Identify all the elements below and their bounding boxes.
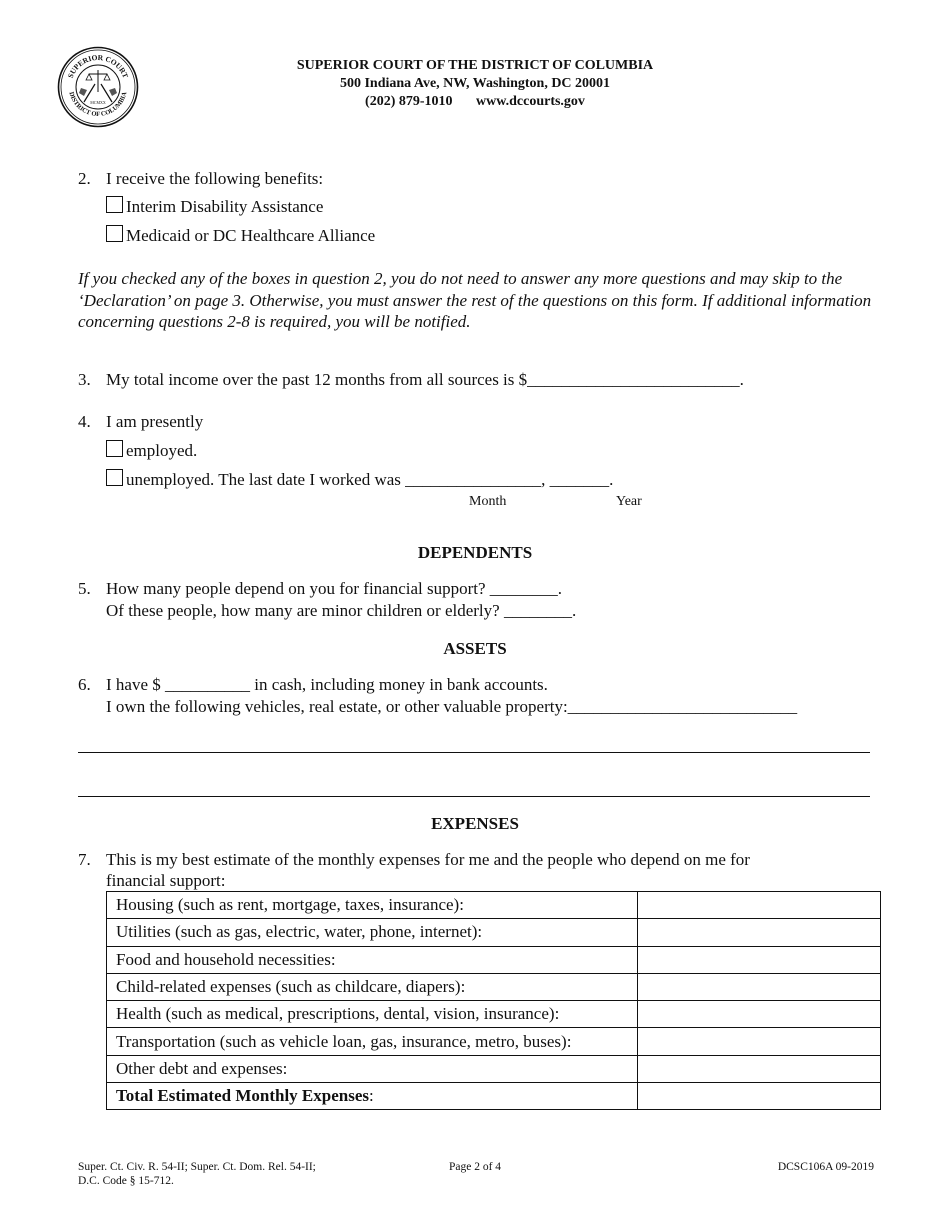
question-number: 5. [78, 579, 91, 598]
checkbox-unemployed[interactable] [106, 469, 123, 486]
section-heading-expenses: EXPENSES [431, 814, 519, 833]
court-phone: (202) 879-1010 [365, 94, 453, 109]
expense-amount-utilities[interactable] [638, 919, 881, 946]
checkbox-medicaid[interactable] [106, 225, 123, 242]
question-number: 6. [78, 675, 91, 694]
court-address: 500 Indiana Ave, NW, Washington, DC 20001 [339, 76, 611, 91]
footer-refs-line-2: D.C. Code § 15-712. [78, 1175, 174, 1187]
minor-elderly-count-field[interactable]: Of these people, how many are minor children or elderly? ________. [106, 601, 577, 620]
checkbox-employed[interactable] [106, 440, 123, 457]
page-number: Page 2 of 4 [448, 1161, 502, 1173]
expense-label: Housing (such as rent, mortgage, taxes, insurance): [107, 892, 638, 919]
property-line-2[interactable] [78, 796, 870, 797]
employment-option-unemployed [106, 469, 613, 490]
court-name: SUPERIOR COURT OF THE DISTRICT OF COLUMBIA [296, 58, 654, 73]
seal-bottom-text: DISTRICT OF COLUMBIA [67, 91, 129, 119]
year-label: Year [616, 494, 642, 509]
expense-label: Health (such as medical, prescriptions, dental, vision, insurance): [107, 1001, 638, 1028]
expense-label: Transportation (such as vehicle loan, gas, insurance, metro, buses): [107, 1028, 638, 1055]
benefit-option-medicaid [106, 225, 375, 246]
expense-label: Other debt and expenses: [107, 1055, 638, 1082]
table-row [107, 973, 881, 1000]
expense-label: Child-related expenses (such as childcare, diapers): [107, 973, 638, 1000]
month-label: Month [469, 494, 507, 509]
expenses-table [106, 891, 881, 1110]
option-label: Interim Disability Assistance [126, 197, 324, 216]
question-7-line-2: financial support: [106, 871, 226, 890]
cash-field[interactable]: I have $ __________ in cash, including money in bank accounts. [106, 675, 548, 694]
footer-refs-line-1: Super. Ct. Civ. R. 54-II; Super. Ct. Dom. Rel. 54-II; [78, 1161, 316, 1173]
expense-amount-transportation[interactable] [638, 1028, 881, 1055]
table-row [107, 919, 881, 946]
expense-label: Food and household necessities: [107, 946, 638, 973]
expense-amount-child[interactable] [638, 973, 881, 1000]
question-number: 7. [78, 850, 91, 869]
option-label: employed. [126, 441, 198, 460]
employment-option-employed [106, 440, 197, 461]
table-row [107, 892, 881, 919]
question-7-line-1: This is my best estimate of the monthly expenses for me and the people who depend on me for [106, 850, 750, 869]
court-website: www.dccourts.gov [476, 94, 585, 109]
court-contact [0, 93, 950, 111]
expense-amount-total[interactable] [638, 1083, 881, 1110]
expense-amount-housing[interactable] [638, 892, 881, 919]
section-heading-assets: ASSETS [443, 639, 507, 658]
form-id: DCSC106A 09-2019 [777, 1161, 874, 1173]
seal-top-text: SUPERIOR COURT [65, 52, 131, 80]
table-row-total [107, 1083, 881, 1110]
question-4-prompt: I am presently [106, 412, 204, 431]
question-number: 3. [78, 370, 91, 389]
table-row [107, 1055, 881, 1082]
question-2-prompt: I receive the following benefits: [106, 169, 324, 188]
total-label-suffix: : [368, 1086, 374, 1106]
expense-amount-other[interactable] [638, 1055, 881, 1082]
option-label: Medicaid or DC Healthcare Alliance [126, 226, 376, 245]
section-heading-dependents: DEPENDENTS [417, 543, 533, 562]
checkbox-interim-disability[interactable] [106, 196, 123, 213]
expense-amount-health[interactable] [638, 1001, 881, 1028]
table-row [107, 1028, 881, 1055]
total-label-cell [107, 1083, 638, 1110]
benefit-option-interim-disability [106, 196, 323, 217]
table-row [107, 946, 881, 973]
last-worked-field[interactable]: unemployed. The last date I worked was ________________, _______. [126, 470, 614, 489]
income-field[interactable]: My total income over the past 12 months from all sources is $_________________________. [106, 370, 744, 389]
table-row [107, 1001, 881, 1028]
seal-center-text: MCMXX [90, 100, 106, 105]
question-number: 4. [78, 412, 91, 431]
total-label: Total Estimated Monthly Expenses [116, 1086, 369, 1106]
property-field[interactable]: I own the following vehicles, real estate, or other valuable property:___________________________ [106, 697, 798, 716]
expense-label: Utilities (such as gas, electric, water, phone, internet): [107, 919, 638, 946]
dependents-count-field[interactable]: How many people depend on you for financial support? ________. [106, 579, 563, 598]
property-line-1[interactable] [78, 752, 870, 753]
question-number: 2. [78, 169, 91, 188]
instruction-note: If you checked any of the boxes in question 2, you do not need to answer any more questions and may skip to the ‘Declaration’ on page 3. Otherwise, you must answer the rest of the questions on this form. If additional information concerning questions 2-8 is required, you will be notified. [78, 269, 872, 331]
expense-amount-food[interactable] [638, 946, 881, 973]
court-header [0, 57, 950, 111]
